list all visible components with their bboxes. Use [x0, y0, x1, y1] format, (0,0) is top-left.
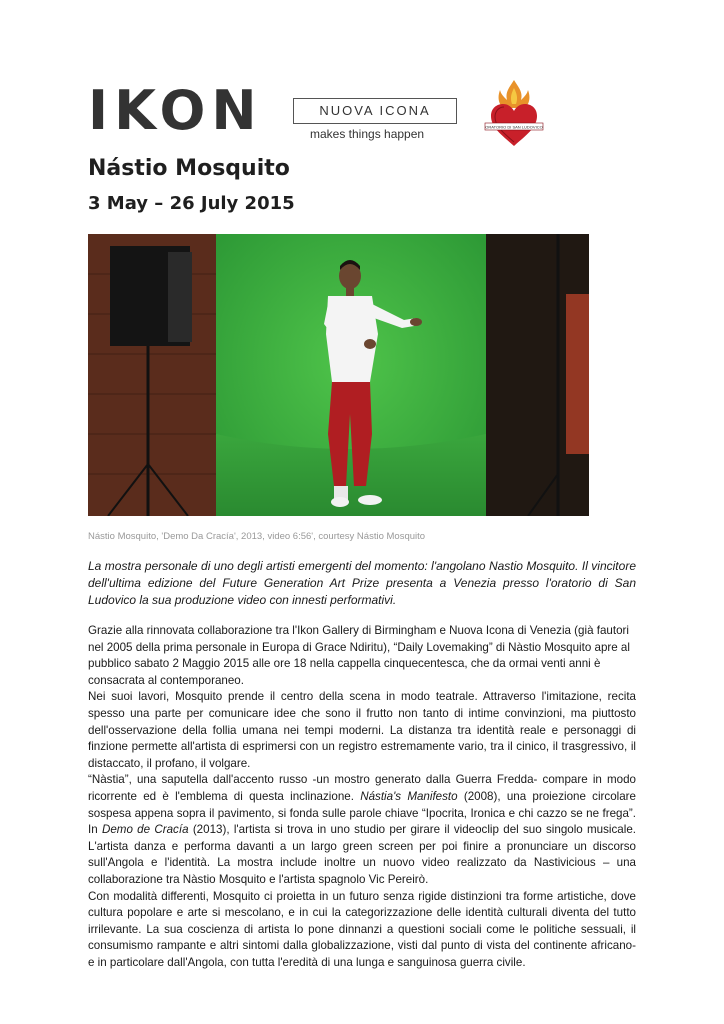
body-paragraph-4: Con modalità differenti, Mosquito ci proietta in un futuro senza rigide distinzioni tra forme artistiche, dove cultura popolare e arte si mescolano, e in cui la categorizzazione delle identità culturali diventa del tutto irrilevante. La sua coscienza di artista lo pone dinnanzi a questioni sociali come le politiche sessuali, il consumismo rampante e altri sintomi dalla globalizzazione, visti dal punto di vista del continente africano- e in particolare dall'Angola, con tutta l'eredità di una lunga e sanguinosa guerra civile. — [88, 889, 636, 969]
p3-text-c: (2013), l'artista si trova in uno studio per girare il videoclip del suo singolo musicale. L'artista danza e performa davanti a un largo green screen per poi finire a pronunciare un discorso sull'Angola e l'identità. La mostra include inoltre un nuovo video realizzato da Nastivicious – una collaborazione tra Nàstio Mosquito e l'artista spagnolo Vic Pereirò. — [88, 823, 636, 886]
p3-text-a: “Nàstia”, una saputella dall'accento russo -un mostro generato dalla Guerra Fredda- compare in modo ricorrente ed è l'emblema di questa inclinazione. — [88, 773, 636, 803]
ikon-logo: IKON — [88, 79, 263, 142]
body-paragraph-2: Nei suoi lavori, Mosquito prende il centro della scena in modo teatrale. Attraverso l'imitazione, recita spesso una parte per comunicare idee che sono il frutto non tanto di intime convinzioni, ma piuttosto dell'osservazione della follia umana nei tempi moderni. La distanza tra identità reale e personaggi di finzione permette all'artista di esprimersi con un registro estremamente vario, tra il cinico, il trasgressivo, il distaccato, il profano, il volgare. — [88, 690, 636, 770]
body-paragraph-1: Grazie alla rinnovata collaborazione tra l'Ikon Gallery di Birmingham e Nuova Icona di Venezia (già fautori nel 2005 della prima personale in Europa di Grace Ndiritu), “Daily Lovemaking” di Nàstio Mosquito apre al pubblico sabato 2 Maggio 2015 alle ore 18 nella cappella cinquecentesca, che da ormai venti anni è consacrata al contemporaneo. — [88, 624, 630, 687]
sacred-heart-logo-icon — [483, 78, 545, 150]
header — [88, 79, 648, 154]
oratorio-logo-text: ORATORIO DI SAN LUDOVICO — [485, 124, 543, 130]
body-text — [88, 623, 636, 971]
body-paragraph-3 — [88, 772, 636, 888]
exhibition-dates: 3 May – 26 July 2015 — [88, 193, 295, 214]
nuova-icona-logo: NUOVA ICONA — [293, 98, 457, 124]
page-title: Nástio Mosquito — [88, 156, 290, 181]
intro-paragraph: La mostra personale di uno degli artisti emergenti del momento: l'angolano Nastio Mosquito. Il vincitore dell'ultima edizione del Future Generation Art Prize presenta a Venezia presso l'oratorio di San Ludovico la sua produzione video con innesti performativi. — [88, 559, 636, 607]
work-title-demo: Demo de Cracía — [101, 823, 189, 837]
photo-caption: Nástio Mosquito, 'Demo Da Cracía', 2013, video 6:56', courtesy Nástio Mosquito — [88, 531, 426, 542]
work-title-manifesto: Nástia's Manifesto — [360, 789, 458, 803]
artist-photo — [88, 234, 589, 516]
nuova-icona-tagline: makes things happen — [310, 127, 425, 141]
p3-text-b: (2008), una proiezione circolare sospesa appena sopra il pavimento, si fonda sulle parole chiave “Ipocrita, Ironica e chi cazzo se ne frega”. In — [88, 789, 636, 837]
